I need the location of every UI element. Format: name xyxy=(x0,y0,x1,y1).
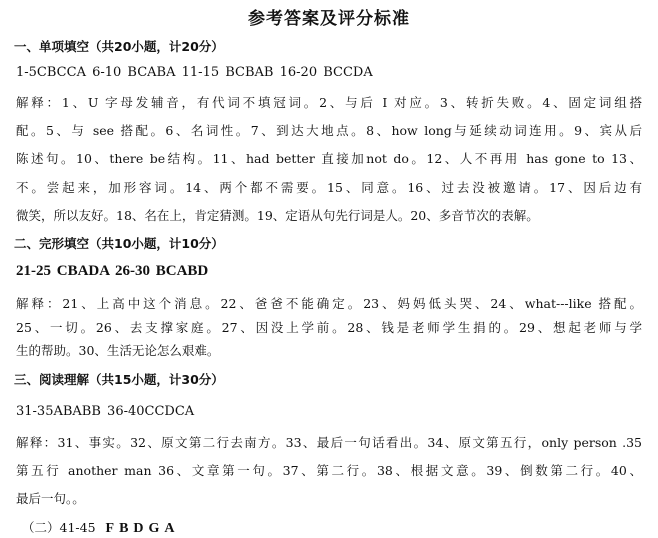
explanation-line: 生的帮助。30、生活无论怎么艰难。 xyxy=(16,343,220,358)
section-heading-cloze: 二、完形填空（共10小题，计10分） xyxy=(14,236,224,251)
explanation-line: 配。5、与 see 搭配。6、名词性。7、到达大地点。8、how long与延续动词连用。9、宾从后 xyxy=(16,123,642,138)
sub-section-label: （二）41-45 xyxy=(22,520,96,535)
explanation-line: 25、一切。26、去支撑家庭。27、因没上学前。28、钱是老师学生捐的。29、想起老师与学 xyxy=(16,320,642,335)
explanation-line: 解释：21、上高中这个消息。22、爸爸不能确定。23、妈妈低头哭、24、what---like 搭配。 xyxy=(16,296,642,311)
answers-1-20: 1-5CBCCA 6-10 BCABA 11-15 BCBAB 16-20 BCCDA xyxy=(16,65,373,80)
explanation-line: 最后一句。。 xyxy=(16,491,85,506)
page-title: 参考答案及评分标准 xyxy=(248,9,410,29)
explanation-line: 解释：1、U 字母发辅音，有代词不填冠词。2、与后 I 对应。3、转折失败。4、固定词组搭 xyxy=(16,95,642,110)
explanation-line: 解释：31、事实。32、原文第二行去南方。33、最后一句话看出。34、原文第五行，only person .35 xyxy=(16,435,642,450)
answers-21-30: 21-25 CBADA 26-30 BCABD xyxy=(16,263,209,279)
explanation-line: 第五行 another man 36、文章第一句。37、第二行。38、根据文意。39、倒数第二行。40、 xyxy=(16,463,642,478)
explanation-line: 陈述句。10、there be结构。11、had better 直接加not do。12、人不再用 has gone to 13、 xyxy=(16,151,642,166)
section-heading-single-choice: 一、单项填空（共20小题，计20分） xyxy=(14,39,224,54)
answer-letters: FBDGA xyxy=(105,521,180,536)
explanation-line: 微笑，所以友好。18、名在上，肯定猜测。19、定语从句先行词是人。20、多音节次的表解。 xyxy=(16,208,539,223)
explanation-line: 不。尝起来，加形容词。14、两个都不需要。15、同意。16、过去没被邀请。17、因后边有 xyxy=(16,180,642,195)
answers-41-45 xyxy=(22,518,180,537)
answers-31-40: 31-35ABABB 36-40CCDCA xyxy=(16,404,195,419)
section-heading-reading: 三、阅读理解（共15小题，计30分） xyxy=(14,372,224,387)
